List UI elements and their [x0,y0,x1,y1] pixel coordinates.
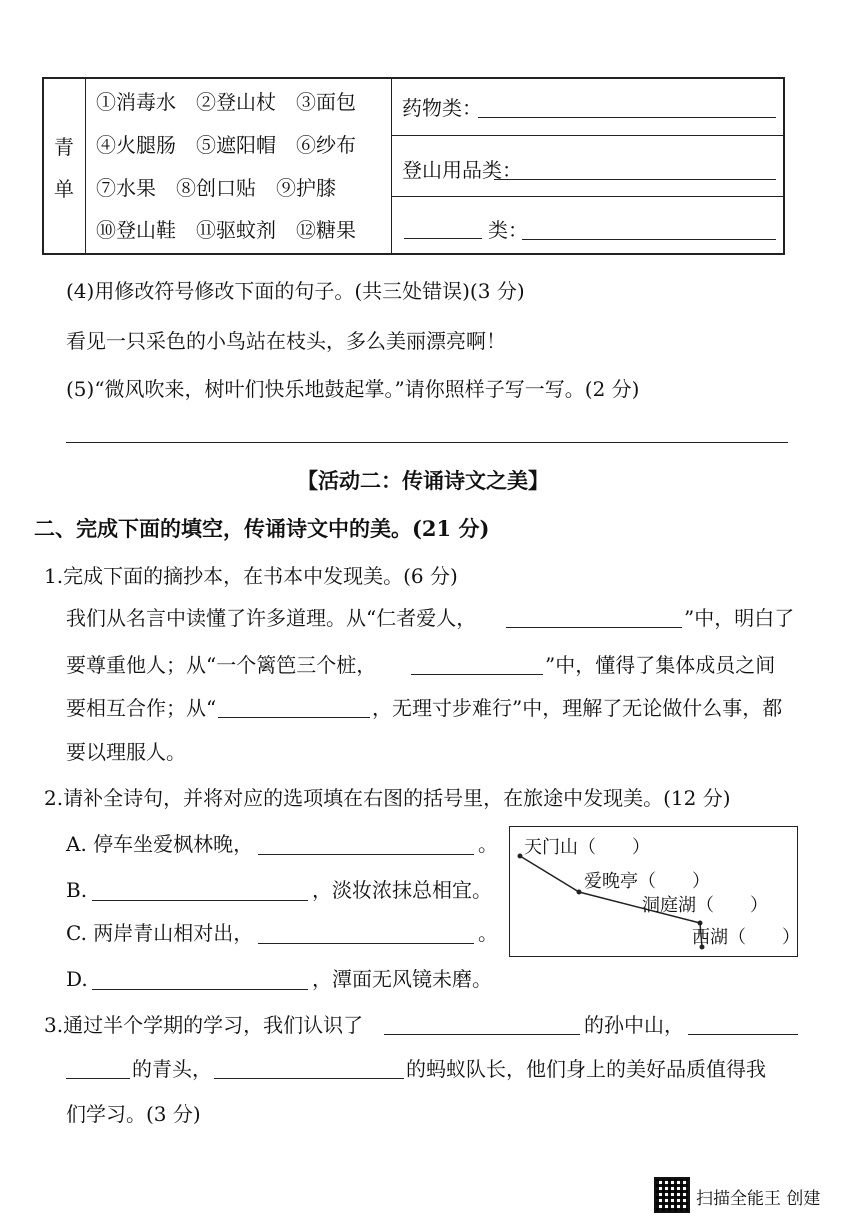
item-row: ⑩登山鞋 ⑪驱蚊剂 ⑫糖果 [96,218,356,242]
q5-prompt: (5)“微风吹来，树叶们快乐地鼓起掌。”请你照样子写一写。(2 分) [66,377,640,401]
q2-c-end: 。 [478,921,498,945]
row-divider [392,135,785,136]
q1-blank1[interactable] [506,609,682,628]
q3-line1a: 3.通过半个学期的学习，我们认识了 [44,1013,364,1037]
table-header-cell [42,77,86,255]
item-row: ⑦水果 ⑧创口贴 ⑨护膝 [96,176,336,200]
q3-line2a: 的青头， [132,1057,212,1081]
climbing-blank[interactable] [494,161,776,180]
q1-line3b: ，无理寸步难行”中，理解了无论做什么事，都 [372,696,783,720]
q1-blank3[interactable] [218,699,370,718]
table-header-top: 青 [54,135,74,159]
q2-blank-b[interactable] [92,882,308,901]
category-climbing: 登山用品类： [402,158,522,182]
category-other: 类： [488,218,528,242]
q1-line4: 要以理服人。 [66,740,186,764]
map-label-tianmenshan: 天门山（ ） [524,837,650,858]
route-map [509,826,798,957]
row-divider [392,196,785,197]
section-heading: 二、完成下面的填空，传诵诗文中的美。(21 分) [34,516,490,541]
other-blank[interactable] [522,221,776,240]
medicine-blank[interactable] [478,99,776,118]
q2-option-c: C. 两岸青山相对出， [66,921,254,945]
item-row: ④火腿肠 ⑤遮阳帽 ⑥纱布 [96,133,356,157]
item-row: ①消毒水 ②登山杖 ③面包 [96,90,356,114]
q3-line2b: 的蚂蚁队长，他们身上的美好品质值得我 [406,1057,766,1081]
map-label-dongtinghu: 洞庭湖（ ） [642,895,768,916]
q1-blank2[interactable] [411,656,543,675]
q3-blank3[interactable] [214,1060,404,1079]
q2-option-b: B. [66,878,88,902]
q2-blank-c[interactable] [258,925,474,944]
stop-dot [518,854,523,859]
q1-line2b: ”中，懂得了集体成员之间 [545,653,776,677]
q4-prompt: (4)用修改符号修改下面的句子。(共三处错误)(3 分) [66,279,525,303]
qr-code-icon [654,1177,690,1213]
q1-line1b: ”中，明白了 [684,606,795,630]
q3-line3: 们学习。(3 分) [66,1102,201,1126]
q2-b-end: ，淡妆浓抹总相宜。 [312,878,492,902]
map-label-aiwanting: 爱晚亭（ ） [584,871,710,892]
q1-line2a: 要尊重他人；从“一个篱笆三个桩， [66,653,377,677]
q1-prompt: 1.完成下面的摘抄本，在书本中发现美。(6 分) [44,564,458,588]
activity-title: 【活动二：传诵诗文之美】 [297,468,549,493]
q2-blank-a[interactable] [258,836,474,855]
q3-blank2[interactable] [688,1016,798,1035]
q2-option-a: A. 停车坐爱枫林晚， [66,832,254,856]
q2-d-end: ，潭面无风镜未磨。 [312,967,492,991]
q1-line3a: 要相互合作；从“ [66,696,217,720]
map-label-xihu: 西湖（ ） [692,927,800,948]
q3-blank2-cont[interactable] [66,1060,130,1079]
q4-sentence: 看见一只采色的小鸟站在枝头，多么美丽漂亮啊！ [66,329,506,353]
stop-dot [577,890,582,895]
q2-option-d: D. [66,967,88,991]
table-header-bottom: 单 [54,177,74,201]
q2-blank-d[interactable] [92,971,308,990]
scanner-watermark: 扫描全能王 创建 [696,1189,821,1209]
category-medicine: 药物类： [402,96,482,120]
q2-a-end: 。 [478,832,498,856]
q2-prompt: 2.请补全诗句，并将对应的选项填在右图的括号里，在旅途中发现美。(12 分) [44,786,731,810]
q5-answer-line[interactable] [66,442,788,443]
q3-blank1[interactable] [384,1016,580,1035]
q1-line1a: 我们从名言中读懂了许多道理。从“仁者爱人， [66,606,477,630]
category-name-blank[interactable] [404,220,482,239]
q3-line1b: 的孙中山， [584,1013,684,1037]
